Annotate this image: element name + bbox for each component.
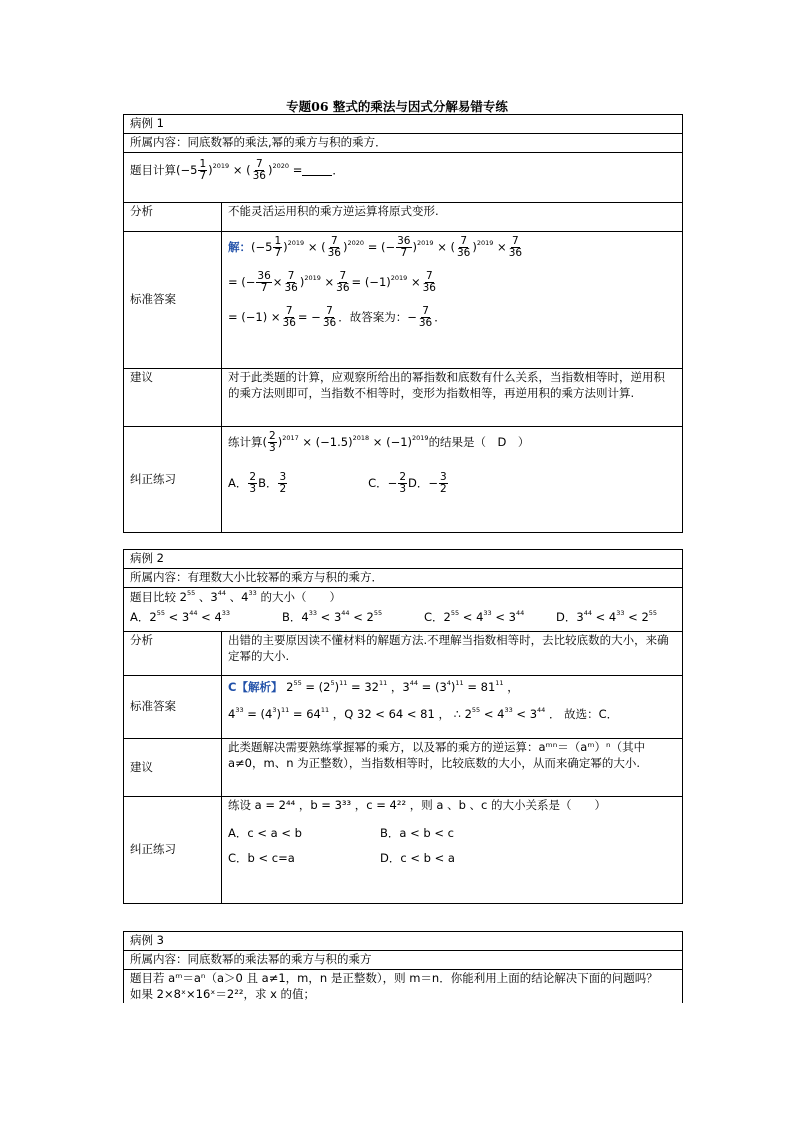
case-content: 所属内容：同底数幂的乘法,幂的乘方与积的乘方． [124, 134, 683, 153]
practice-body: 练计算 ( $\frac{2}{3}$ )$^{2017} \times (-1.5)^{2018} \times (-1)^{2019}$ 的结果是（ D ） A． $\frac{2}{3}$ B． $\frac{3}{2}$ C． − $\frac{2}{3}$ D． − $\frac{3}{2}$ [222, 427, 683, 533]
option-a[interactable]: A．c < a < b [228, 825, 302, 840]
practice-label: 纠正练习 [124, 797, 222, 904]
case-table-2 [123, 549, 683, 904]
advice-label: 建议 [124, 739, 222, 797]
practice-label: 纠正练习 [124, 427, 222, 533]
option-c[interactable]: C．b < c=a [228, 851, 295, 866]
analysis-label: 分析 [124, 203, 222, 232]
option-a[interactable]: A． [228, 475, 248, 490]
case-content: 所属内容：有理数大小比较幂的乘方与积的乘方． [124, 569, 683, 588]
answer-blank [302, 165, 332, 176]
case-header: 病例 2 [124, 550, 683, 569]
option-b[interactable]: B． [258, 475, 278, 490]
case-table-3 [123, 931, 683, 1003]
advice-text: 此类题解决需要熟练掌握幂的乘方，以及幂的乘方的逆运算：aᵐⁿ＝（aᵐ）ⁿ（其中 a≠0，m、n 为正整数），当指数相等时，比较底数的大小，从而来确定幂的大小. [222, 739, 683, 797]
case-content: 所属内容：同底数幂的乘法幂的乘方与积的乘方 [124, 951, 683, 970]
answer-label: 标准答案 [124, 232, 222, 369]
case-question: 题目比较 $2^{55}$ 、$3^{44}$ 、$4^{33}$ 的大小（ ） A．$2^{55} < 3^{44} < 4^{33}$ B．$4^{33} < 3^{44} < 2^{55}$ C．$2^{55} < 4^{33} < 3^{44}$ D．$3^{44} < 4^{33} < 2^{55}$ [124, 588, 683, 632]
case-table-1 [123, 114, 683, 533]
answer-body: 解： (−5 $\frac{1}{7}$ )$^{2019}$ × ( $\frac{7}{36}$ )$^{2020}$ = (− $\frac{36}{7}$ )$^{2019}$ × ( $\frac{7}{36}$ )$^{2019}$ × $\frac{7}{36}$ = (− $\frac{36}{7}$ × $\frac{7}{36}$ )$^{2019}$ × $\frac{7}{36}$ = $(-1)^{2019}$ × $\frac{7}{36}$ = (−1) × $\frac{7}{36}$ = − $\frac{7}{36}$ ． 故答案为： − $\frac{7}{36}$ ． [222, 232, 683, 369]
case-header: 病例 1 [124, 115, 683, 134]
case-question: 题目若 aᵐ＝aⁿ（a＞0 且 a≠1，m，n 是正整数），则 m＝n．你能利用上面的结论解决下面的问题吗？ 如果 2×8ˣ×16ˣ＝2²²，求 x 的值； [124, 970, 683, 1004]
option-b[interactable]: B．a < b < c [380, 825, 454, 840]
option-d[interactable]: D． [556, 609, 577, 624]
page-title: 专题06 整式的乘法与因式分解易错专练 [286, 99, 508, 114]
option-c[interactable]: C． [368, 475, 388, 490]
advice-label: 建议 [124, 369, 222, 427]
option-a[interactable]: A． [130, 609, 150, 624]
analysis-text: 不能灵活运用积的乘方逆运算将原式变形. [222, 203, 683, 232]
option-d[interactable]: D．c < b < a [380, 851, 455, 866]
answer-body: C【解析】 $2^{55} = (2^5)^{11} = 32^{11}$ ，$3^{44} = (3^4)^{11} = 81^{11}$ ， $4^{33} = (4^3)^{11} = 64^{11}$ ，Q 32 < 64 < 81 ， ∴ $2^{55} < 4^{33} < 3^{44}$ ． 故选：C． [222, 676, 683, 739]
analysis-label: 分析 [124, 632, 222, 676]
option-d[interactable]: D． [408, 475, 429, 490]
case-header: 病例 3 [124, 932, 683, 951]
analysis-text: 出错的主要原因读不懂材料的解题方法.不理解当指数相等时，去比较底数的大小，来确定幂的大小. [222, 632, 683, 676]
option-c[interactable]: C． [424, 609, 444, 624]
practice-body: 练设 a = 2⁴⁴ ，b = 3³³ ，c = 4²² ，则 a 、b 、c 的大小关系是（ ） A．c < a < b B．a < b < c C．b < c=a D．c < b < a [222, 797, 683, 904]
advice-text: 对于此类题的计算，应观察所给出的幂指数和底数有什么关系，当指数相等时，逆用积的乘方法则即可，当指数不相等时，变形为指数相等，再逆用积的乘方法则计算. [222, 369, 683, 427]
answer-label: 标准答案 [124, 676, 222, 739]
option-b[interactable]: B． [282, 609, 302, 624]
case-question: 题目计算 (−5 $\frac{1}{7}$ )$^{2019}$ × ( $\frac{7}{36}$ )$^{2020}$ = ． [124, 153, 683, 203]
